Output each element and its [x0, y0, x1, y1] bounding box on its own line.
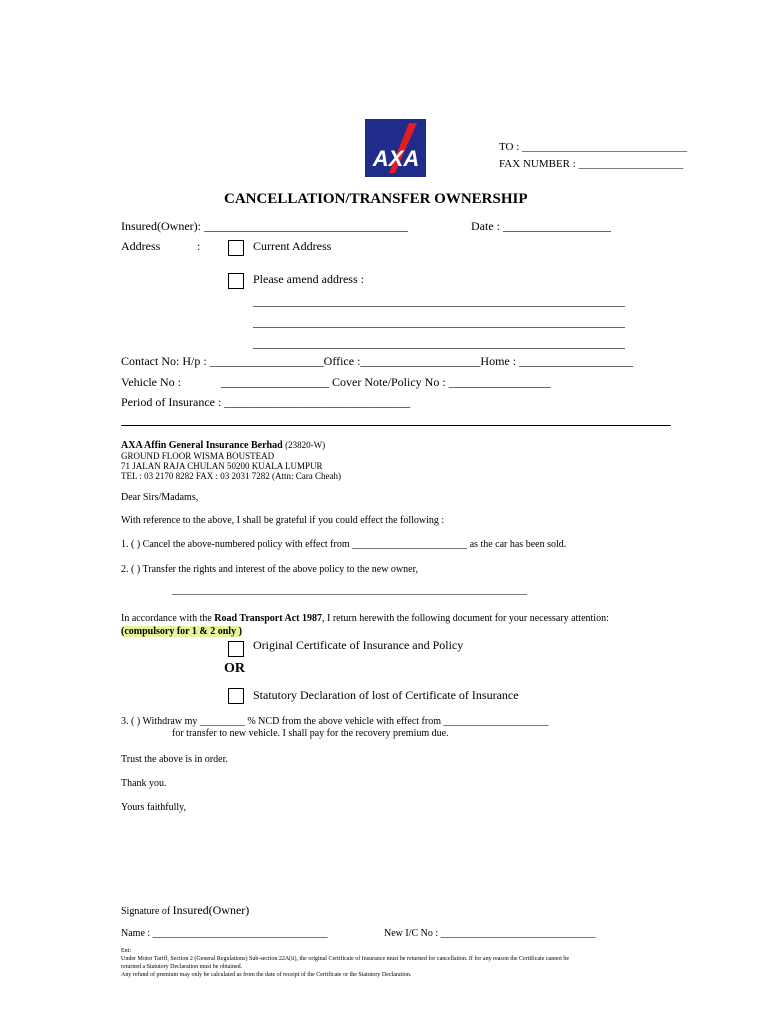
fax-line: : ___________________ — [572, 158, 684, 170]
footnote-line-1: Under Motor Tariff, Section 2 (General Regulations) Sub-section 22A(ii), the original Certificate of Insurance must be returned for cancellation. If for any reason the Certificate cannot be — [121, 956, 570, 962]
logo-text: AXA — [372, 146, 420, 171]
amend-address-label: Please amend address : — [253, 272, 364, 286]
signature-label — [121, 901, 249, 919]
address-line-1[interactable]: ______________________________________________________________ — [253, 294, 625, 308]
footnote-line-2: returned a Statutory Declaration must be obtained. — [121, 964, 243, 970]
insurer-address-2: 71 JALAN RAJA CHULAN 50200 KUALA LUMPUR — [121, 461, 323, 471]
vehicle-policy-field[interactable]: __________________ Cover Note/Policy No : _________________ — [221, 375, 551, 389]
address-label: Address — [121, 239, 161, 253]
original-certificate-checkbox[interactable] — [228, 641, 244, 657]
statutory-declaration-checkbox[interactable] — [228, 688, 244, 704]
address-line-3[interactable]: ______________________________________________________________ — [253, 336, 625, 350]
contact-field[interactable]: Contact No: H/p : ___________________Office :____________________Home : ___________________ — [121, 354, 634, 368]
fax-label: FAX NUMBER — [499, 158, 571, 170]
or-label: OR — [224, 661, 245, 676]
footnote-heading: Ent: — [121, 948, 131, 954]
period-of-insurance-field[interactable]: Period of Insurance : _______________________________ — [121, 395, 411, 409]
signature-label-pre: Signature of — [121, 906, 173, 917]
rta-bold: Road Transport Act 1987 — [214, 613, 322, 624]
footnote-line-3: Any refund of premium may only be calculated as from the date of receipt of the Certificate or the Statutory Declaration. — [121, 972, 412, 978]
fax-number-field[interactable] — [499, 158, 683, 170]
insured-owner-field[interactable]: Insured(Owner): __________________________________ — [121, 219, 408, 233]
new-ic-field[interactable]: New I/C No : _______________________________ — [384, 928, 596, 939]
rta-pre: In accordance with the — [121, 613, 215, 624]
thanks-text: Thank you. — [121, 778, 167, 789]
amend-address-checkbox[interactable] — [228, 273, 244, 289]
trust-text: Trust the above is in order. — [121, 754, 228, 765]
original-certificate-label: Original Certificate of Insurance and Policy — [253, 638, 464, 652]
compulsory-note — [121, 626, 242, 637]
address-colon: : — [197, 239, 201, 253]
name-field[interactable]: Name : ___________________________________ — [121, 928, 328, 939]
insurer-contact: TEL : 03 2170 8282 FAX : 03 2031 7282 (Attn: Cara Cheah) — [121, 471, 341, 481]
intro-text: With reference to the above, I shall be grateful if you could effect the following : — [121, 515, 445, 526]
date-field[interactable]: Date : __________________ — [471, 219, 611, 233]
page-title: CANCELLATION/TRANSFER OWNERSHIP — [224, 191, 528, 207]
compulsory-highlight: (compulsory for 1 & 2 only ) — [121, 626, 242, 637]
closing-text: Yours faithfully, — [121, 802, 187, 813]
current-address-checkbox[interactable] — [228, 240, 244, 256]
item-3-withdraw-ncd[interactable]: 3. ( ) Withdraw my _________ % NCD from the above vehicle with effect from _____________________ — [121, 716, 549, 727]
item-2-transfer[interactable]: 2. ( ) Transfer the rights and interest of the above policy to the new owner, — [121, 564, 419, 575]
rta-statement — [121, 613, 609, 624]
insurer-address-1: GROUND FLOOR WISMA BOUSTEAD — [121, 451, 275, 461]
vehicle-label: Vehicle No : — [121, 375, 181, 389]
salutation: Dear Sirs/Madams, — [121, 492, 199, 503]
address-line-2[interactable]: ______________________________________________________________ — [253, 315, 625, 329]
item-1-cancel[interactable]: 1. ( ) Cancel the above-numbered policy with effect from _______________________ as the car has been sold. — [121, 539, 567, 550]
insurer-reg-no: (23820-W) — [285, 440, 326, 450]
axa-logo — [365, 119, 426, 177]
current-address-label: Current Address — [253, 239, 332, 253]
to-field[interactable]: TO : ______________________________ — [499, 141, 688, 153]
item-3-continuation: for transfer to new vehicle. I shall pay for the recovery premium due. — [172, 728, 449, 739]
insurer-name-text: AXA Affin General Insurance Berhad — [121, 440, 283, 451]
insurer-name — [121, 440, 325, 451]
signature-label-main: Insured(Owner) — [172, 903, 250, 917]
rta-post: , I return herewith the following document for your necessary attention: — [322, 613, 609, 624]
new-owner-line[interactable]: _______________________________________________________________________ — [172, 585, 527, 596]
statutory-declaration-label: Statutory Declaration of lost of Certificate of Insurance — [253, 688, 519, 702]
divider — [121, 425, 671, 426]
